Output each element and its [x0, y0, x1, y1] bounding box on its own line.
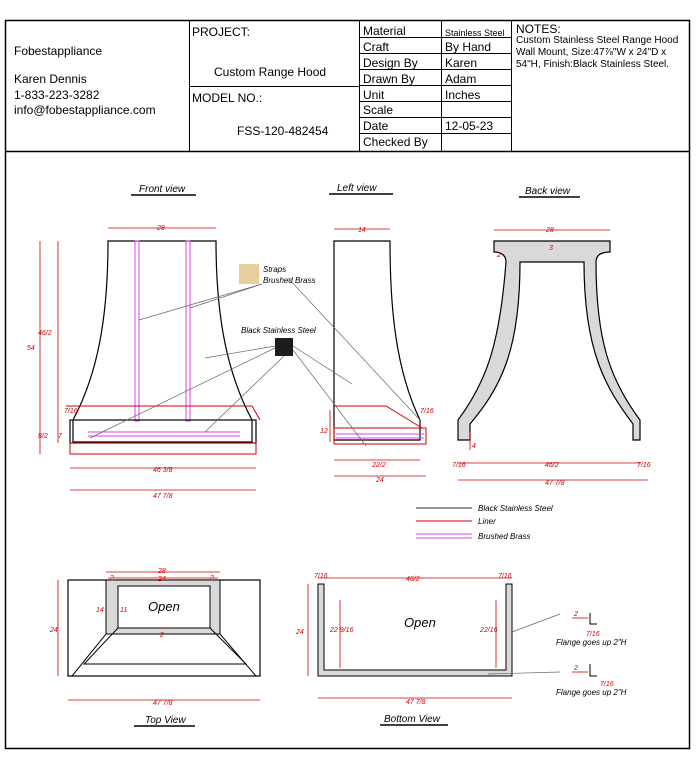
notes-text: Custom Stainless Steel Range Hood Wall Mount, Size:47⅞"W x 24"D x 54"H, Finish:Black Stainless Steel. [516, 35, 679, 70]
contact-email: info@fobestappliance.com [14, 103, 156, 117]
spec-value-unit: Inches [445, 88, 481, 102]
flange-detail-upper [556, 611, 627, 647]
dim-back-thickness: 3 [549, 245, 553, 252]
front-view-title: Front view [139, 184, 186, 195]
flange-upper-note: Flange goes up 2"H [556, 638, 627, 647]
bottom-open-label: Open [404, 615, 436, 630]
top-view [49, 568, 260, 707]
dim-top-inner-depth: 11 [120, 607, 128, 614]
company-name: Fobestappliance [14, 44, 103, 58]
spec-value-craft: By Hand [445, 40, 492, 54]
spec-value-material: Stainless Steel [445, 28, 505, 38]
dim-front-top: 28 [157, 225, 165, 232]
dim-bottom-side-left: 22 9/16 [330, 627, 354, 634]
contact-phone: 1-833-223-3282 [14, 88, 100, 102]
dim-back-corner-right: 7/16 [637, 462, 651, 469]
flange-lower-thickness: 7/16 [600, 681, 614, 688]
dim-back-corner-left: 7/16 [452, 462, 466, 469]
flange-upper-thickness: 7/16 [586, 631, 600, 638]
dim-back-total: 47 7/8 [545, 480, 565, 487]
spec-label-design: Design By [363, 56, 418, 70]
dim-top-total-width: 47 7/8 [153, 700, 173, 707]
flange-upper-width: 2 [574, 611, 578, 618]
callout-black-ss: Black Stainless Steel [241, 326, 316, 335]
dim-top-width: 28 [158, 568, 166, 575]
top-view-title: Top View [145, 715, 186, 726]
bottom-view [295, 573, 560, 706]
spec-value-drawn: Adam [445, 72, 477, 86]
brass-swatch [239, 264, 259, 284]
dim-top-inner: 24 [158, 576, 166, 583]
spec-label-scale: Scale [363, 103, 394, 117]
front-view [27, 225, 260, 500]
callout-straps: Straps [263, 265, 287, 274]
black-ss-swatch [275, 338, 293, 356]
flange-lower-note: Flange goes up 2"H [556, 688, 627, 697]
dim-front-corner: 7/16 [64, 408, 78, 415]
dim-bottom-corner-left: 7/16 [314, 573, 328, 580]
dim-top-front: 2 [160, 632, 164, 639]
dim-top-flange-left: 2 [110, 575, 114, 582]
dim-back-top: 28 [546, 227, 554, 234]
dim-left-corner: 7/16 [420, 408, 434, 415]
top-open-label: Open [148, 599, 180, 614]
dim-back-inner: 46/2 [545, 462, 559, 469]
legend-black-ss: Black Stainless Steel [478, 504, 553, 513]
back-view-title: Back view [525, 186, 571, 197]
legend-liner: Liner [478, 517, 496, 526]
spec-label-checked: Checked By [363, 135, 428, 149]
left-view-title: Left view [337, 183, 377, 194]
spec-label-material: Material [363, 24, 406, 38]
spec-label-craft: Craft [363, 40, 390, 54]
dim-front-total-height: 54 [27, 345, 35, 352]
dim-front-total-width: 47 7/8 [153, 493, 173, 500]
flange-lower-width: 2 [574, 665, 578, 672]
left-view [320, 227, 434, 484]
bottom-view-title: Bottom View [384, 714, 440, 725]
callout-brushed-brass: Brushed Brass [263, 276, 316, 285]
dim-top-depth: 14 [96, 607, 104, 614]
flange-detail-lower [556, 664, 627, 697]
legend-brushed-brass: Brushed Brass [478, 532, 531, 541]
dim-bottom-inner: 46/2 [406, 576, 420, 583]
spec-label-date: Date [363, 119, 389, 133]
dim-bottom-depth: 24 [296, 629, 304, 636]
dim-left-depth: 24 [376, 477, 384, 484]
dim-bottom-corner-right: 7/16 [498, 573, 512, 580]
dim-left-top: 14 [358, 227, 366, 234]
back-view [452, 227, 651, 487]
dim-top-total-depth: 24 [50, 627, 58, 634]
project-label: PROJECT: [192, 25, 251, 39]
dim-front-band-inner: 7 [58, 433, 62, 440]
spec-label-drawn: Drawn By [363, 72, 416, 86]
dim-front-band: 8/2 [38, 433, 48, 440]
model-label: MODEL NO.: [192, 91, 263, 105]
spec-value-date: 12-05-23 [445, 119, 494, 133]
contact-name: Karen Dennis [14, 72, 87, 86]
dim-front-upper-height: 46/2 [38, 330, 52, 337]
project-name: Custom Range Hood [214, 65, 327, 79]
model-number: FSS-120-482454 [237, 124, 329, 138]
dim-back-gap: 4 [472, 443, 476, 450]
dim-bottom-side-right: 22/16 [480, 627, 498, 634]
dim-top-flange-right: 2 [210, 575, 214, 582]
dim-left-band: 12 [320, 428, 328, 435]
dim-bottom-total: 47 7/8 [406, 699, 426, 706]
spec-value-design: Karen [445, 56, 478, 70]
dim-front-inner-width: 46 3/8 [153, 467, 173, 474]
spec-label-unit: Unit [363, 88, 385, 102]
dim-left-inner: 22/2 [372, 462, 386, 469]
line-legend [416, 504, 553, 541]
dim-back-side: 2 [497, 252, 501, 259]
notes-title: NOTES: [516, 22, 561, 36]
